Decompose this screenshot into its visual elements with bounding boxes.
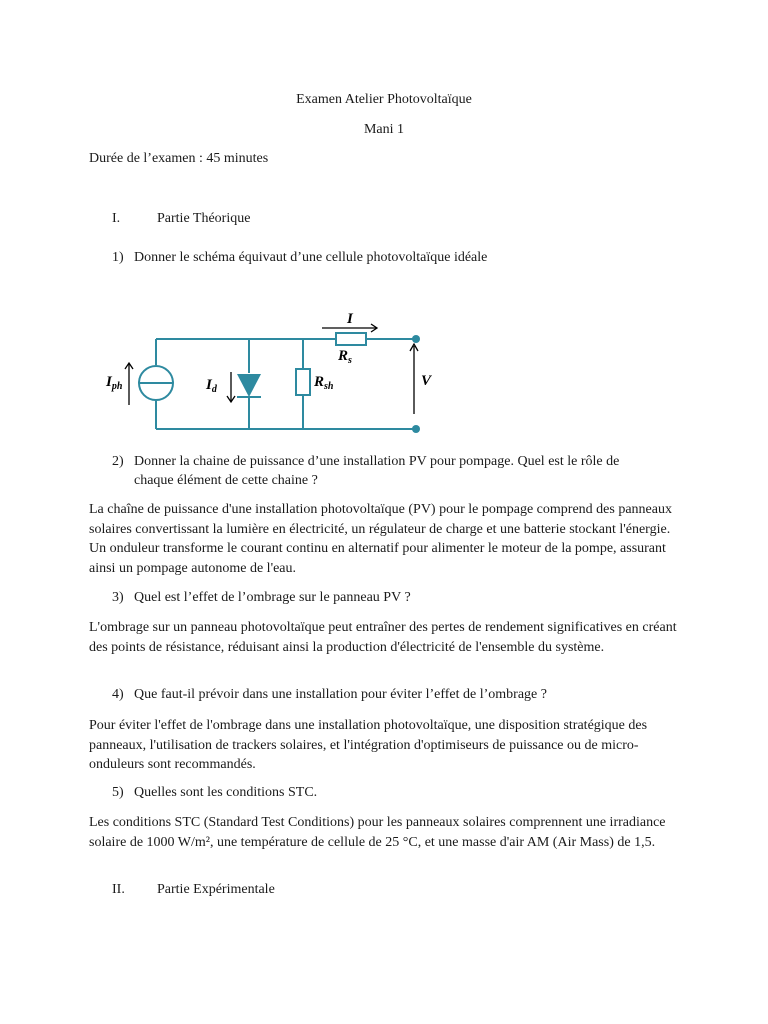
terminal-bottom-icon — [412, 425, 420, 433]
label-id: $I_d$ — [206, 377, 217, 395]
answer-5-paragraph: Les conditions STC (Standard Test Conditions) pour les panneaux solaires comprennent une irradiance solaire de 1000 W/m², une température de cellule de 25 °C, et une masse d'air AM (Air Mass) de 1,5. — [89, 815, 666, 850]
answer-2-paragraph: La chaîne de puissance d'une installation photovoltaïque (PV) pour le pompage comprend des panneaux solaires convertissant la lumière en électricité, un régulateur de charge et une batterie stockant l'énergie. Un onduleur transforme le courant continu en alternatif pour alimenter le moteur de la pompe, assurant ainsi un pompage autonome de l'eau. — [89, 502, 672, 576]
terminal-top-icon — [412, 335, 420, 343]
section-2-title: Partie Expérimentale — [157, 882, 275, 897]
document-title: Examen Atelier Photovoltaïque — [296, 92, 472, 107]
answer-3-paragraph: L'ombrage sur un panneau photovoltaïque peut entraîner des pertes de rendement significatives en créant des points de résistance, réduisant ainsi la production d'électricité de l'ensemble du système. — [89, 620, 677, 655]
question-1-text: Donner le schéma équivaut d’une cellule photovoltaïque idéale — [134, 250, 488, 265]
label-rs: $R_s$ — [338, 348, 352, 366]
question-5-text: Quelles sont les conditions STC. — [134, 785, 318, 800]
answer-4-paragraph: Pour éviter l'effet de l'ombrage dans une installation photovoltaïque, une disposition stratégique des panneaux, l'utilisation de trackers solaires, et l'intégration d'optimiseurs de puissance ou de micro-onduleurs sont recommandés. — [89, 718, 648, 772]
series-resistor-icon — [336, 333, 366, 345]
shunt-resistor-icon — [296, 369, 310, 395]
question-2-number: 2) — [112, 454, 124, 469]
label-rsh: $R_{sh}$ — [314, 374, 334, 392]
label-iph: $I_{ph}$ — [106, 374, 123, 392]
question-4-number: 4) — [112, 687, 124, 702]
question-4-text: Que faut-il prévoir dans une installation pour éviter l’effet de l’ombrage ? — [134, 687, 547, 702]
question-3-number: 3) — [112, 590, 124, 605]
section-2-numeral: II. — [112, 882, 125, 897]
document-subtitle: Mani 1 — [363, 122, 405, 137]
question-2-line1: Donner la chaine de puissance d’une installation PV pour pompage. Quel est le rôle de — [134, 454, 620, 469]
label-i: I — [347, 311, 353, 327]
question-1-number: 1) — [112, 250, 124, 265]
question-5-number: 5) — [112, 785, 124, 800]
section-1-title: Partie Théorique — [157, 211, 251, 226]
diode-icon — [237, 374, 261, 397]
question-2-line2: chaque élément de cette chaine ? — [134, 473, 318, 488]
section-1-numeral: I. — [112, 211, 121, 226]
exam-duration: Durée de l’examen : 45 minutes — [89, 151, 269, 166]
label-v: V — [421, 373, 432, 389]
question-3-text: Quel est l’effet de l’ombrage sur le panneau PV ? — [134, 590, 411, 605]
